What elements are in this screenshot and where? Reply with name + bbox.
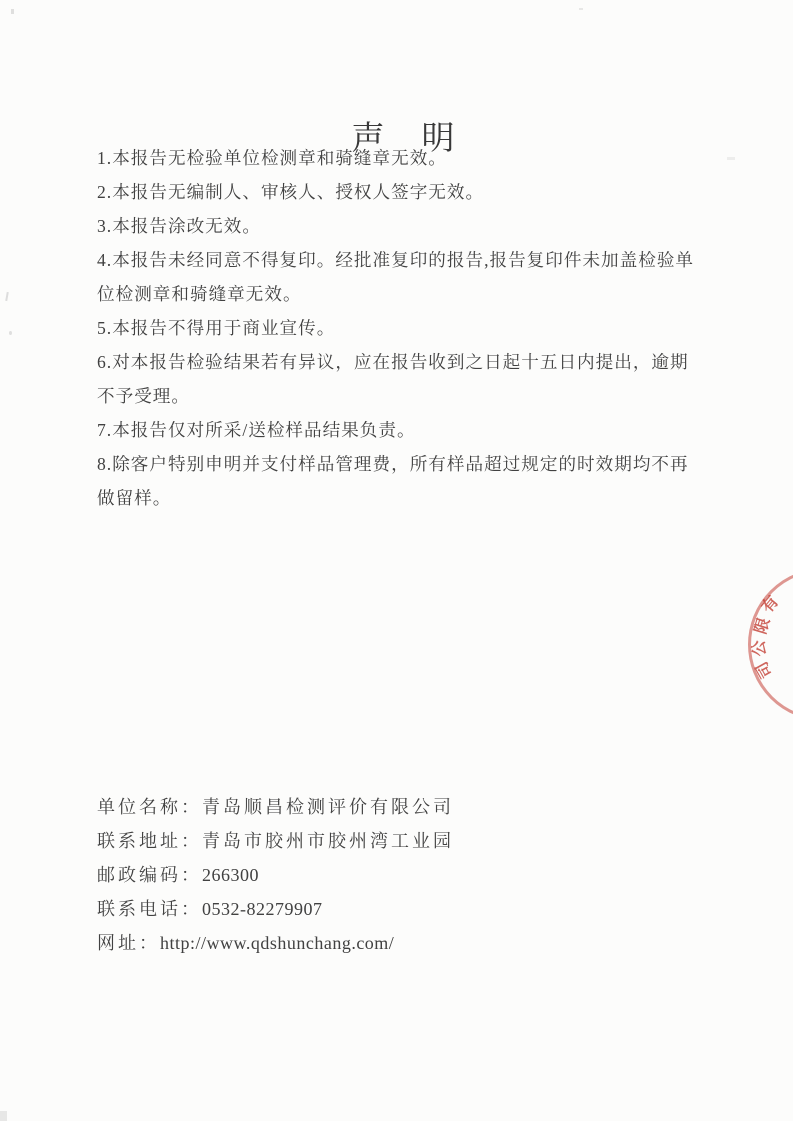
scan-artifact bbox=[727, 157, 735, 160]
statement-list bbox=[97, 141, 698, 515]
statement-item-3: 3.本报告涂改无效。 bbox=[97, 216, 261, 236]
statement-item-7: 7.本报告仅对所采/送检样品结果负责。 bbox=[97, 420, 416, 440]
statement-item-8: 8.除客户特别申明并支付样品管理费，所有样品超过规定的时效期均不再做留样。 bbox=[97, 454, 689, 508]
contact-value: http://www.qdshunchang.com/ bbox=[160, 933, 395, 953]
statement-item-5: 5.本报告不得用于商业宣传。 bbox=[97, 318, 336, 338]
statement-item-6: 6.对本报告检验结果若有异议，应在报告收到之日起十五日内提出，逾期不予受理。 bbox=[97, 352, 689, 406]
contact-info-block bbox=[97, 790, 657, 960]
contact-row-website bbox=[97, 926, 657, 960]
scan-artifact bbox=[579, 8, 583, 10]
contact-label: 联系电话： bbox=[97, 899, 202, 919]
seal-character: 有 bbox=[758, 593, 783, 617]
contact-label: 网址： bbox=[97, 933, 160, 953]
contact-value: 青岛顺昌检测评价有限公司 bbox=[202, 797, 454, 817]
scan-artifact bbox=[11, 9, 14, 14]
statement-item-1: 1.本报告无检验单位检测章和骑缝章无效。 bbox=[97, 148, 447, 168]
contact-value: 0532-82279907 bbox=[202, 899, 323, 919]
contact-row-address bbox=[97, 824, 657, 858]
contact-value: 266300 bbox=[202, 865, 259, 885]
scan-artifact bbox=[9, 331, 12, 335]
statement-item-4: 4.本报告未经同意不得复印。经批准复印的报告,报告复印件未加盖检验单位检测章和骑缝章无效。 bbox=[97, 250, 695, 304]
contact-label: 邮政编码： bbox=[97, 865, 202, 885]
contact-row-company-name bbox=[97, 790, 657, 824]
statement-item-2: 2.本报告无编制人、审核人、授权人签字无效。 bbox=[97, 182, 485, 202]
scan-artifact bbox=[0, 1111, 7, 1121]
seal-character: 限 bbox=[752, 615, 774, 637]
contact-value: 青岛市胶州市胶州湾工业园 bbox=[202, 831, 454, 851]
seal-character: 公 bbox=[750, 639, 770, 658]
contact-row-postal-code bbox=[97, 858, 657, 892]
contact-label: 联系地址： bbox=[97, 831, 202, 851]
contact-row-phone bbox=[97, 892, 657, 926]
seal-character: 司 bbox=[753, 658, 777, 681]
seal-ring-icon bbox=[748, 568, 793, 721]
page-title: 声 明 bbox=[351, 121, 457, 158]
contact-label: 单位名称： bbox=[97, 797, 202, 817]
scan-artifact bbox=[5, 292, 9, 301]
